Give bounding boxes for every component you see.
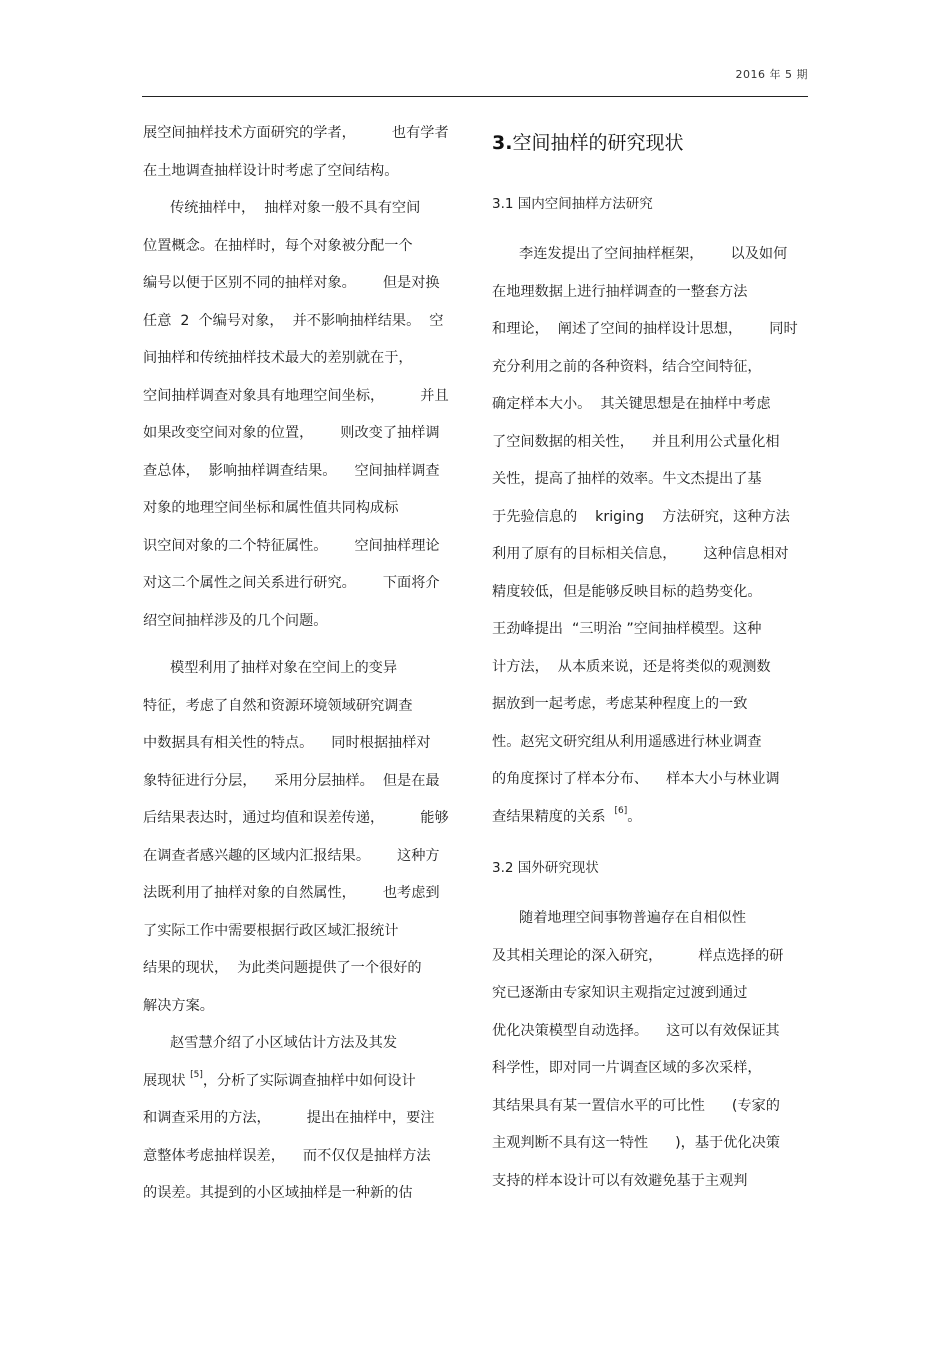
text-line [492, 799, 810, 837]
text-line: 究已逐渐由专家知识主观指定过渡到通过 [492, 985, 748, 1001]
text-line: 和理论， 阐述了空间的抽样设计思想， 同时 [492, 321, 798, 337]
issue-label: 2016 年 5 期 [735, 68, 808, 81]
text-segment: ，分析了实际调查抽样中如何设计 [202, 1072, 416, 1089]
text-line: 支持的样本设计可以有效避免基于主观判 [492, 1172, 748, 1189]
text-line: 识空间对象的二个特征属性。 空间抽样理论 [143, 537, 440, 554]
text-line: 性。赵宪文研究组从利用遥感进行林业调查 [492, 733, 762, 750]
text-line: 特征，考虑了自然和资源环境领域研究调查 [143, 697, 413, 714]
heading-gap [492, 890, 810, 900]
text-line: 任意 2 个编号对象， 并不影响抽样结果。 空 [143, 312, 444, 329]
text-line: 的误差。其提到的小区域抽样是一种新的估 [143, 1185, 413, 1201]
section-title: 空间抽样的研究现状 [512, 132, 684, 154]
text-line: 优化决策模型自动选择。 这可以有效保证其 [492, 1022, 780, 1039]
heading-gap [492, 226, 810, 236]
left-column [143, 115, 461, 1213]
text-line: 结果的现状， 为此类问题提供了一个很好的 [143, 960, 422, 976]
text-line: 位置概念。在抽样时，每个对象被分配一个 [143, 237, 413, 254]
text-line: 象特征进行分层， 采用分层抽样。 但是在最 [143, 772, 440, 789]
subsection-heading-3-1: 3.1 国内空间抽样方法研究 [492, 196, 653, 212]
text-line: 法既利用了抽样对象的自然属性， 也考虑到 [143, 885, 440, 901]
left-paragraph-3 [143, 650, 461, 1025]
text-line: 利用了原有的目标相关信息， 这种信息相对 [492, 546, 789, 562]
right-column [492, 115, 810, 1200]
text-line: 于先验信息的 kriging 方法研究，这种方法 [492, 508, 790, 525]
text-line: 绍空间抽样涉及的几个问题。 [143, 612, 328, 629]
citation-ref: [5] [190, 1069, 203, 1080]
text-line: 空间抽样调查对象具有地理空间坐标， 并且 [143, 387, 449, 404]
text-segment: 展现状 [143, 1072, 191, 1089]
paragraph-gap [143, 640, 461, 650]
text-line: 随着地理空间事物普遍存在自相似性 [492, 910, 747, 926]
text-line: 对象的地理空间坐标和属性值共同构成标 [143, 500, 399, 516]
text-line: 赵雪慧介绍了小区域估计方法及其发 [143, 1035, 398, 1051]
text-segment: 。 [627, 808, 642, 825]
text-line [143, 1063, 461, 1101]
text-line: 了实际工作中需要根据行政区域汇报统计 [143, 922, 399, 939]
text-line: 确定样本大小。 其关键思想是在抽样中考虑 [492, 396, 771, 412]
section-heading [492, 114, 810, 172]
text-line: 模型利用了抽样对象在空间上的变异 [143, 660, 398, 676]
text-line: 后结果表达时，通过均值和误差传递， 能够 [143, 810, 449, 826]
text-line: 在土地调查抽样设计时考虑了空间结构。 [143, 162, 399, 179]
subsection-heading-3-2: 3.2 国外研究现状 [492, 860, 599, 876]
text-line: 对这二个属性之间关系进行研究。 下面将介 [143, 575, 440, 591]
text-line: 计方法， 从本质来说，还是将类似的观测数 [492, 658, 771, 675]
text-line: 精度较低，但是能够反映目标的趋势变化。 [492, 583, 762, 600]
text-line: 主观判断不具有这一特性 )，基于优化决策 [492, 1135, 780, 1151]
text-line: 如果改变空间对象的位置， 则改变了抽样调 [143, 425, 440, 441]
right-paragraph-1 [492, 236, 810, 836]
text-line: 展空间抽样技术方面研究的学者， 也有学者 [143, 125, 449, 141]
left-paragraph-1 [143, 115, 461, 190]
text-line: 传统抽样中， 抽样对象一般不具有空间 [143, 200, 421, 216]
text-line: 及其相关理论的深入研究， 样点选择的研 [492, 947, 784, 964]
heading-gap [492, 172, 810, 182]
right-paragraph-2 [492, 900, 810, 1200]
text-line: 在调查者感兴趣的区域内汇报结果。 这种方 [143, 847, 440, 864]
text-line: 查总体， 影响抽样调查结果。 空间抽样调查 [143, 462, 440, 479]
left-paragraph-2 [143, 190, 461, 640]
text-line: 编号以便于区别不同的抽样对象。 但是对换 [143, 275, 440, 291]
text-line: 的角度探讨了样本分布、 样本大小与林业调 [492, 771, 780, 787]
left-paragraph-4 [143, 1025, 461, 1213]
text-line: 李连发提出了空间抽样框架， 以及如何 [492, 246, 788, 262]
citation-ref: [6] [614, 805, 628, 816]
text-line: 和调查采用的方法， 提出在抽样中，要注 [143, 1110, 435, 1126]
text-line: 王劲峰提出 “三明治 ”空间抽样模型。这种 [492, 621, 762, 637]
text-line: 科学性，即对同一片调查区域的多次采样， [492, 1060, 762, 1076]
text-line: 其结果具有某一置信水平的可比性 (专家的 [492, 1097, 780, 1114]
heading-gap [492, 836, 810, 846]
text-line: 解决方案。 [143, 997, 214, 1014]
text-segment: 查结果精度的关系 [492, 808, 615, 825]
page-header [142, 66, 808, 97]
text-line: 据放到一起考虑，考虑某种程度上的一致 [492, 696, 748, 712]
text-line: 了空间数据的相关性， 并且利用公式量化相 [492, 433, 780, 450]
text-line: 关性，提高了抽样的效率。牛文杰提出了基 [492, 471, 762, 487]
text-line: 间抽样和传统抽样技术最大的差别就在于， [143, 350, 413, 366]
section-number: 3. [492, 132, 513, 154]
text-line: 意整体考虑抽样误差， 而不仅仅是抽样方法 [143, 1147, 431, 1164]
text-line: 充分利用之前的各种资料，结合空间特征， [492, 358, 762, 375]
text-line: 在地理数据上进行抽样调查的一整套方法 [492, 283, 748, 300]
text-line: 中数据具有相关性的特点。 同时根据抽样对 [143, 735, 431, 751]
